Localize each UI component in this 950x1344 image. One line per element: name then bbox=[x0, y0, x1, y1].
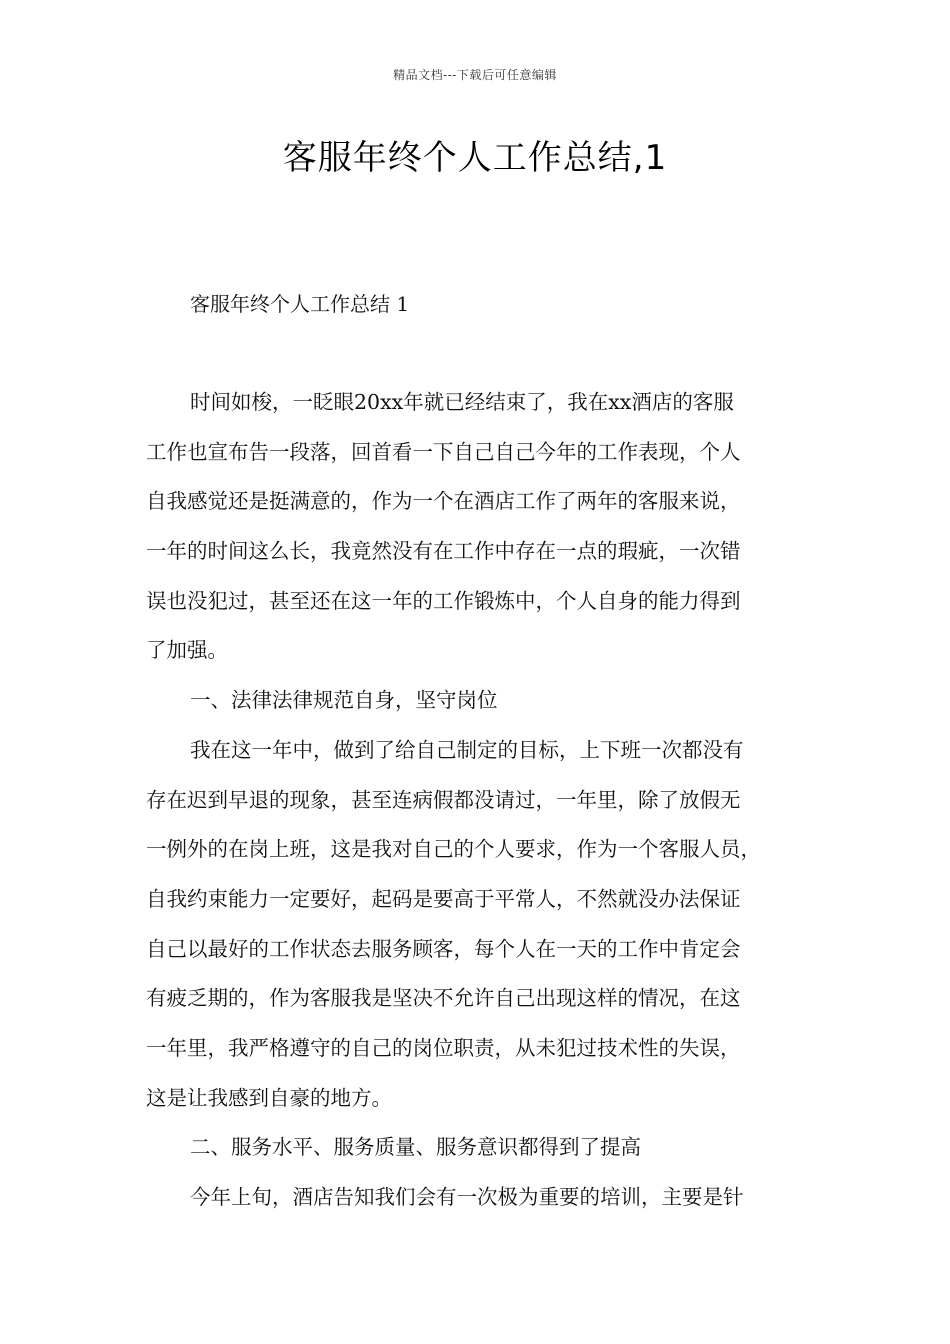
text-line: 我在这一年中，做到了给自己制定的目标，上下班一次都没有 bbox=[190, 737, 744, 762]
document-subtitle: 客服年终个人工作总结 1 bbox=[190, 292, 410, 316]
text-line: 一年里，我严格遵守的自己的岗位职责，从未犯过技术性的失误， bbox=[146, 1035, 741, 1060]
text-line: 存在迟到早退的现象，甚至连病假都没请过，一年里，除了放假无 bbox=[146, 787, 741, 812]
document-title: 客服年终个人工作总结,1 bbox=[282, 138, 668, 178]
text-line: 一年的时间这么长，我竟然没有在工作中存在一点的瑕疵，一次错 bbox=[146, 539, 741, 564]
text-line: 一例外的在岗上班，这是我对自己的个人要求，作为一个客服人员， bbox=[146, 837, 761, 862]
header-note: 精品文档---下载后可任意编辑 bbox=[393, 68, 557, 82]
text-line: 工作也宣布告一段落，回首看一下自己自己今年的工作表现，个人 bbox=[146, 439, 741, 464]
text-line: 自我感觉还是挺满意的，作为一个在酒店工作了两年的客服来说， bbox=[146, 489, 741, 514]
text-line: 自我约束能力一定要好，起码是要高于平常人，不然就没办法保证 bbox=[146, 886, 741, 911]
text-line: 这是让我感到自豪的地方。 bbox=[146, 1085, 392, 1110]
document-body bbox=[146, 378, 814, 1223]
text-line: 一、法律法律规范自身，坚守岗位 bbox=[190, 688, 498, 713]
text-line: 了加强。 bbox=[146, 638, 228, 663]
text-line: 今年上旬，酒店告知我们会有一次极为重要的培训，主要是针 bbox=[190, 1185, 744, 1209]
text-line: 时间如梭，一眨眼20xx年就已经结束了，我在xx酒店的客服 bbox=[190, 390, 734, 414]
text-line: 二、服务水平、服务质量、服务意识都得到了提高 bbox=[190, 1135, 641, 1160]
text-line: 误也没犯过，甚至还在这一年的工作锻炼中，个人自身的能力得到 bbox=[146, 588, 741, 613]
text-line: 有疲乏期的，作为客服我是坚决不允许自己出现这样的情况，在这 bbox=[146, 986, 741, 1011]
text-line: 自己以最好的工作状态去服务顾客，每个人在一天的工作中肯定会 bbox=[146, 936, 741, 961]
